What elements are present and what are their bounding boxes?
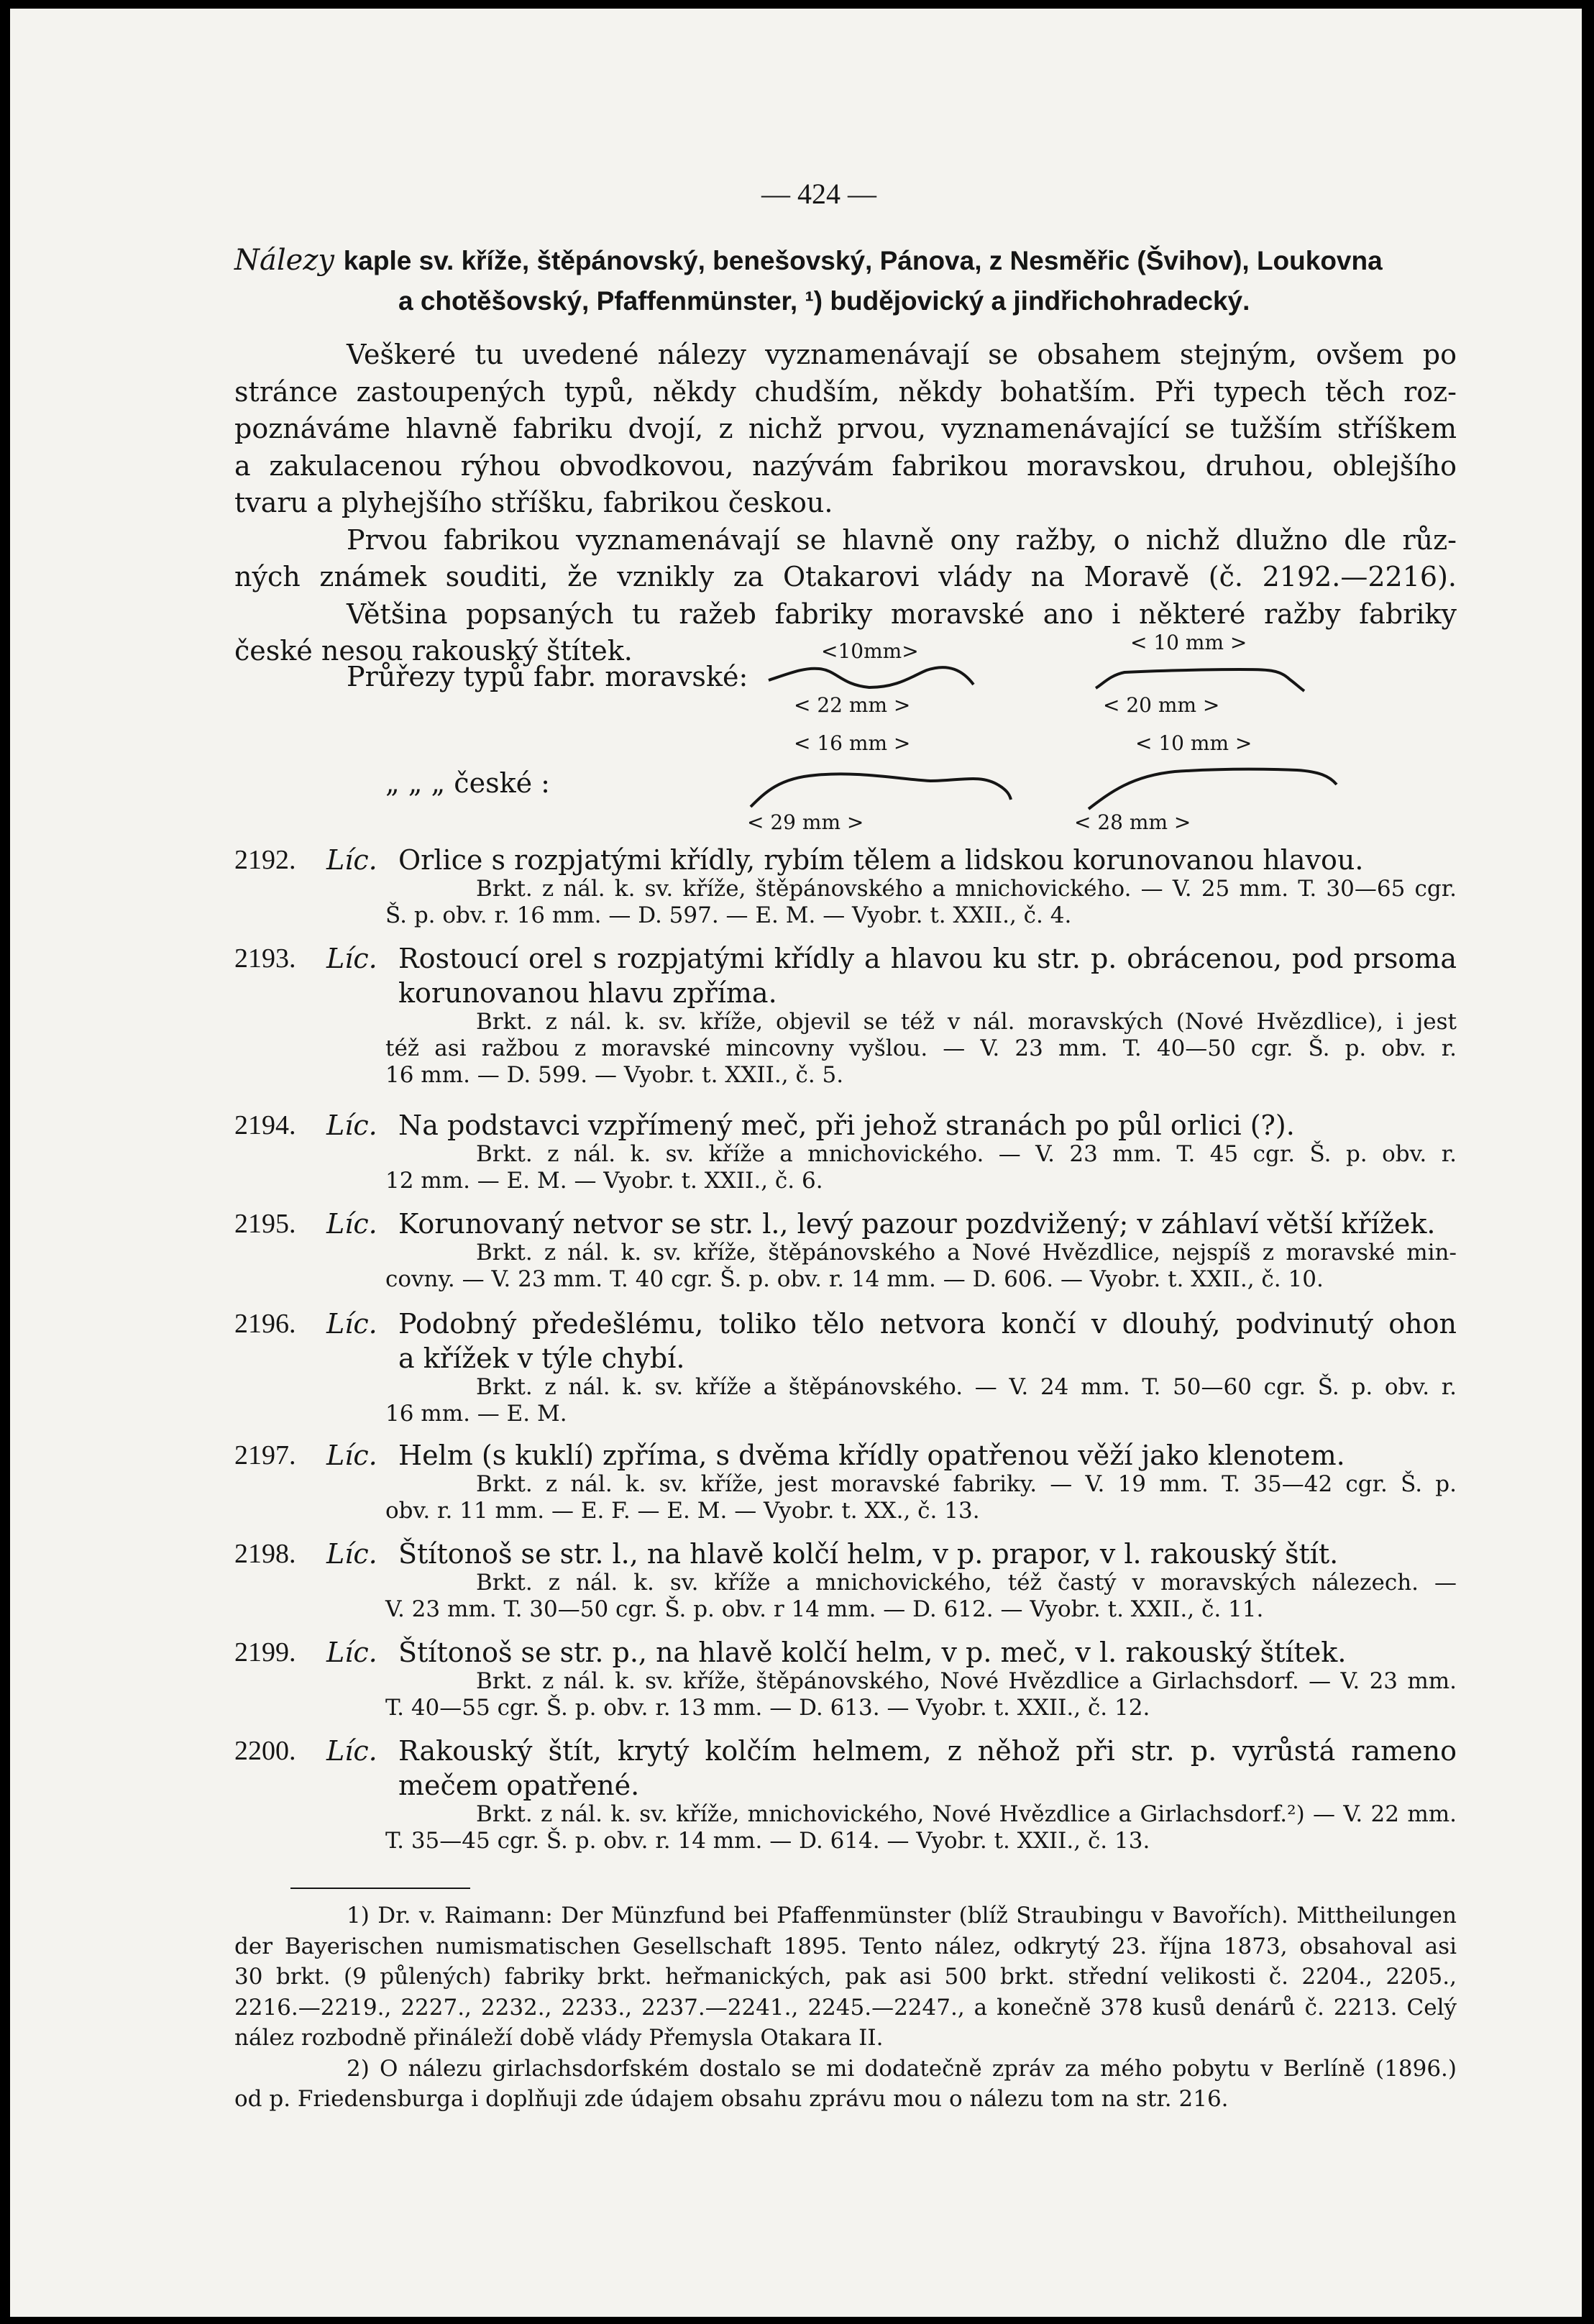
entry-note: T. 35—45 cgr. Š. p. obv. r. 14 mm. — D. 614. — Vyobr. t. XXII., č. 13. (385, 1828, 1150, 1854)
intro-line: Veškeré tu uvedené nálezy vyznamenávají se obsahem stejným, ovšem po (347, 339, 1457, 370)
intro-line: a zakulacenou rýhou obvodkovou, nazývám fabrikou moravskou, druhou, oblejšího (234, 449, 1457, 482)
intro-line: Prvou fabrikou vyznamenávají se hlavně ony ražby, o nichž dlužno dle růz- (347, 523, 1457, 556)
dim-m1-bottom: < 22 mm > (794, 693, 911, 717)
heading-italic: Nálezy (234, 244, 334, 277)
czech-profile-2 (1089, 753, 1347, 810)
dim-m1-top: <10mm> (821, 639, 919, 663)
intro-line: tvaru a plyhejšího stříšku, fabrikou českou. (234, 487, 833, 518)
entry-note: Brkt. z nál. k. sv. kříže, štěpánovského a mnichovického. — V. 25 mm. T. 30—65 cgr. (476, 876, 1457, 902)
dim-m2-top: < 10 mm > (1130, 631, 1247, 654)
entry-description: mečem opatřené. (398, 1770, 640, 1801)
entry-obverse-label: Líc. (326, 1637, 377, 1668)
footnote-line: od p. Friedensburga i doplňuji zde údajem obsahu zprávu mou o nálezu tom na str. 216. (234, 2086, 1229, 2112)
entry-description: Štítonoš se str. p., na hlavě kolčí helm, v p. meč, v l. rakouský štítek. (398, 1637, 1347, 1668)
entry-note: T. 40—55 cgr. Š. p. obv. r. 13 mm. — D. 613. — Vyobr. t. XXII., č. 12. (385, 1695, 1150, 1721)
entry-obverse-label: Líc. (326, 1440, 377, 1471)
intro-line: ných známek souditi, že vznikly za Otakarovi vlády na Moravě (č. 2192.—2216). (234, 561, 1457, 593)
entry-note: Brkt. z nál. k. sv. kříže, objevil se též v nál. moravských (Nové Hvězdlice), i jest (476, 1009, 1457, 1035)
entry-obverse-label: Líc. (326, 1735, 377, 1767)
intro-line: české nesou rakouský štítek. (234, 635, 633, 667)
dim-c2-bottom: < 28 mm > (1074, 810, 1191, 834)
entry-number: 2200. (234, 1736, 296, 1766)
entry-number: 2196. (234, 1309, 296, 1339)
entry-number: 2192. (234, 845, 296, 875)
moravian-profile-2 (1096, 659, 1311, 695)
entry-obverse-label: Líc. (326, 1208, 377, 1240)
entry-obverse-label: Líc. (326, 1308, 377, 1340)
entry-note: Brkt. z nál. k. sv. kříže a mnichovického, též častý v moravských nálezech. — (476, 1570, 1457, 1596)
entry-note: Brkt. z nál. k. sv. kříže a štěpánovského. — V. 24 mm. T. 50—60 cgr. Š. p. obv. r. (476, 1374, 1457, 1400)
entry-description: Helm (s kuklí) zpříma, s dvěma křídly opatřenou věží jako klenotem. (398, 1440, 1345, 1471)
heading-text: kaple sv. kříže, štěpánovský, benešovský, Pánova, z Nesměřic (Švihov), Loukovna (343, 246, 1383, 275)
dim-c1-top: < 16 mm > (794, 731, 911, 755)
heading-line-2: a chotěšovský, Pfaffenmünster, ¹) budějovický a jindřichohradecký. (398, 286, 1250, 316)
intro-line: Většina popsaných tu ražeb fabriky moravské ano i některé ražby fabriky (347, 598, 1457, 630)
entry-note: covny. — V. 23 mm. T. 40 cgr. Š. p. obv. r. 14 mm. — D. 606. — Vyobr. t. XXII., č. 10. (385, 1266, 1324, 1292)
document-page (10, 9, 1582, 2317)
entry-note: 12 mm. — E. M. — Vyobr. t. XXII., č. 6. (385, 1168, 823, 1194)
entry-description: Rostoucí orel s rozpjatými křídly a hlavou ku str. p. obrácenou, pod prsoma (398, 943, 1457, 974)
footnote-line: der Bayerischen numismatischen Gesellschaft 1895. Tento nález, odkrytý 23. října 1873, obsahoval asi (234, 1933, 1457, 1959)
moravian-profile-1 (769, 663, 1006, 699)
entry-note: Š. p. obv. r. 16 mm. — D. 597. — E. M. — Vyobr. t. XXII., č. 4. (385, 902, 1072, 928)
page-number: — 424 — (761, 178, 876, 210)
entry-note: též asi ražbou z moravské mincovny vyšlou. — V. 23 mm. T. 40—50 cgr. Š. p. obv. r. (385, 1035, 1457, 1061)
entry-note: Brkt. z nál. k. sv. kříže, štěpánovského, Nové Hvězdlice a Girlachsdorf. — V. 23 mm. (476, 1668, 1457, 1694)
entry-number: 2198. (234, 1539, 296, 1569)
intro-line: poznáváme hlavně fabriku dvojí, z nichž prvou, vyznamenávající se tužším stříškem (234, 413, 1457, 444)
footnote-line: 30 brkt. (9 půlených) fabriky brkt. heřmanických, pak asi 500 brkt. střední velikosti č. 2204., 2205., (234, 1964, 1457, 1990)
entry-description: Rakouský štít, krytý kolčím helmem, z něhož při str. p. vyrůstá rameno (398, 1735, 1457, 1767)
entry-description: Orlice s rozpjatými křídly, rybím tělem a lidskou korunovanou hlavou. (398, 844, 1364, 876)
dim-c2-top: < 10 mm > (1135, 731, 1252, 755)
footnote-rule (290, 1888, 470, 1889)
intro-line: stránce zastoupených typů, někdy chudším, někdy bohatším. Při typech těch roz- (234, 375, 1457, 408)
entry-description: a křížek v týle chybí. (398, 1342, 685, 1374)
entry-description: Štítonoš se str. l., na hlavě kolčí helm, v p. prapor, v l. rakouský štít. (398, 1538, 1339, 1570)
entry-obverse-label: Líc. (326, 844, 377, 876)
entry-note: Brkt. z nál. k. sv. kříže a mnichovického. — V. 23 mm. T. 45 cgr. Š. p. obv. r. (476, 1141, 1457, 1167)
footnote-line: 2) O nálezu girlachsdorfském dostalo se mi dodatečně zpráv za mého pobytu v Berlíně (1896.) (347, 2055, 1457, 2082)
entry-note: V. 23 mm. T. 30—50 cgr. Š. p. obv. r 14 mm. — D. 612. — Vyobr. t. XXII., č. 11. (385, 1596, 1264, 1622)
entry-number: 2193. (234, 943, 296, 974)
czech-profile-1 (751, 756, 1017, 814)
czech-profiles-label: „ „ „ české : (385, 767, 550, 799)
entry-note: Brkt. z nál. k. sv. kříže, štěpánovského a Nové Hvězdlice, nejspíš z moravské min- (476, 1240, 1457, 1266)
footnote-line: nález rozbodně přináleží době vlády Přemysla Otakara II. (234, 2025, 884, 2051)
dim-c1-bottom: < 29 mm > (747, 810, 864, 834)
entry-number: 2195. (234, 1209, 296, 1239)
entry-note: 16 mm. — E. M. (385, 1401, 567, 1427)
entry-description: Podobný předešlému, toliko tělo netvora končí v dlouhý, podvinutý ohon (398, 1308, 1457, 1340)
entry-number: 2194. (234, 1110, 296, 1140)
dim-m2-bottom: < 20 mm > (1103, 693, 1220, 717)
entry-note: Brkt. z nál. k. sv. kříže, mnichovického, Nové Hvězdlice a Girlachsdorf.²) — V. 22 mm. (476, 1801, 1457, 1827)
entry-note: obv. r. 11 mm. — E. F. — E. M. — Vyobr. t. XX., č. 13. (385, 1498, 980, 1524)
moravian-profiles-label: Průřezy typů fabr. moravské: (347, 661, 748, 692)
entry-obverse-label: Líc. (326, 1538, 377, 1570)
footnote-line: 1) Dr. v. Raimann: Der Münzfund bei Pfaffenmünster (blíž Straubingu v Bavořích). Mittheilungen (347, 1903, 1457, 1929)
footnote-line: 2216.—2219., 2227., 2232., 2233., 2237.—2241., 2245.—2247., a konečně 378 kusů denárů č. 2213. Celý (234, 1994, 1457, 2021)
entry-obverse-label: Líc. (326, 1110, 377, 1141)
entry-note: Brkt. z nál. k. sv. kříže, jest moravské fabriky. — V. 19 mm. T. 35—42 cgr. Š. p. (476, 1471, 1457, 1497)
entry-description: Na podstavci vzpřímený meč, při jehož stranách po půl orlici (?). (398, 1110, 1295, 1141)
entry-description: korunovanou hlavu zpříma. (398, 977, 777, 1009)
entry-note: 16 mm. — D. 599. — Vyobr. t. XXII., č. 5. (385, 1062, 844, 1088)
heading-line-1 (234, 246, 1383, 275)
entry-number: 2197. (234, 1440, 296, 1470)
entry-number: 2199. (234, 1637, 296, 1667)
entry-obverse-label: Líc. (326, 943, 377, 974)
entry-description: Korunovaný netvor se str. l., levý pazour pozdvižený; v záhlaví větší křížek. (398, 1208, 1436, 1240)
